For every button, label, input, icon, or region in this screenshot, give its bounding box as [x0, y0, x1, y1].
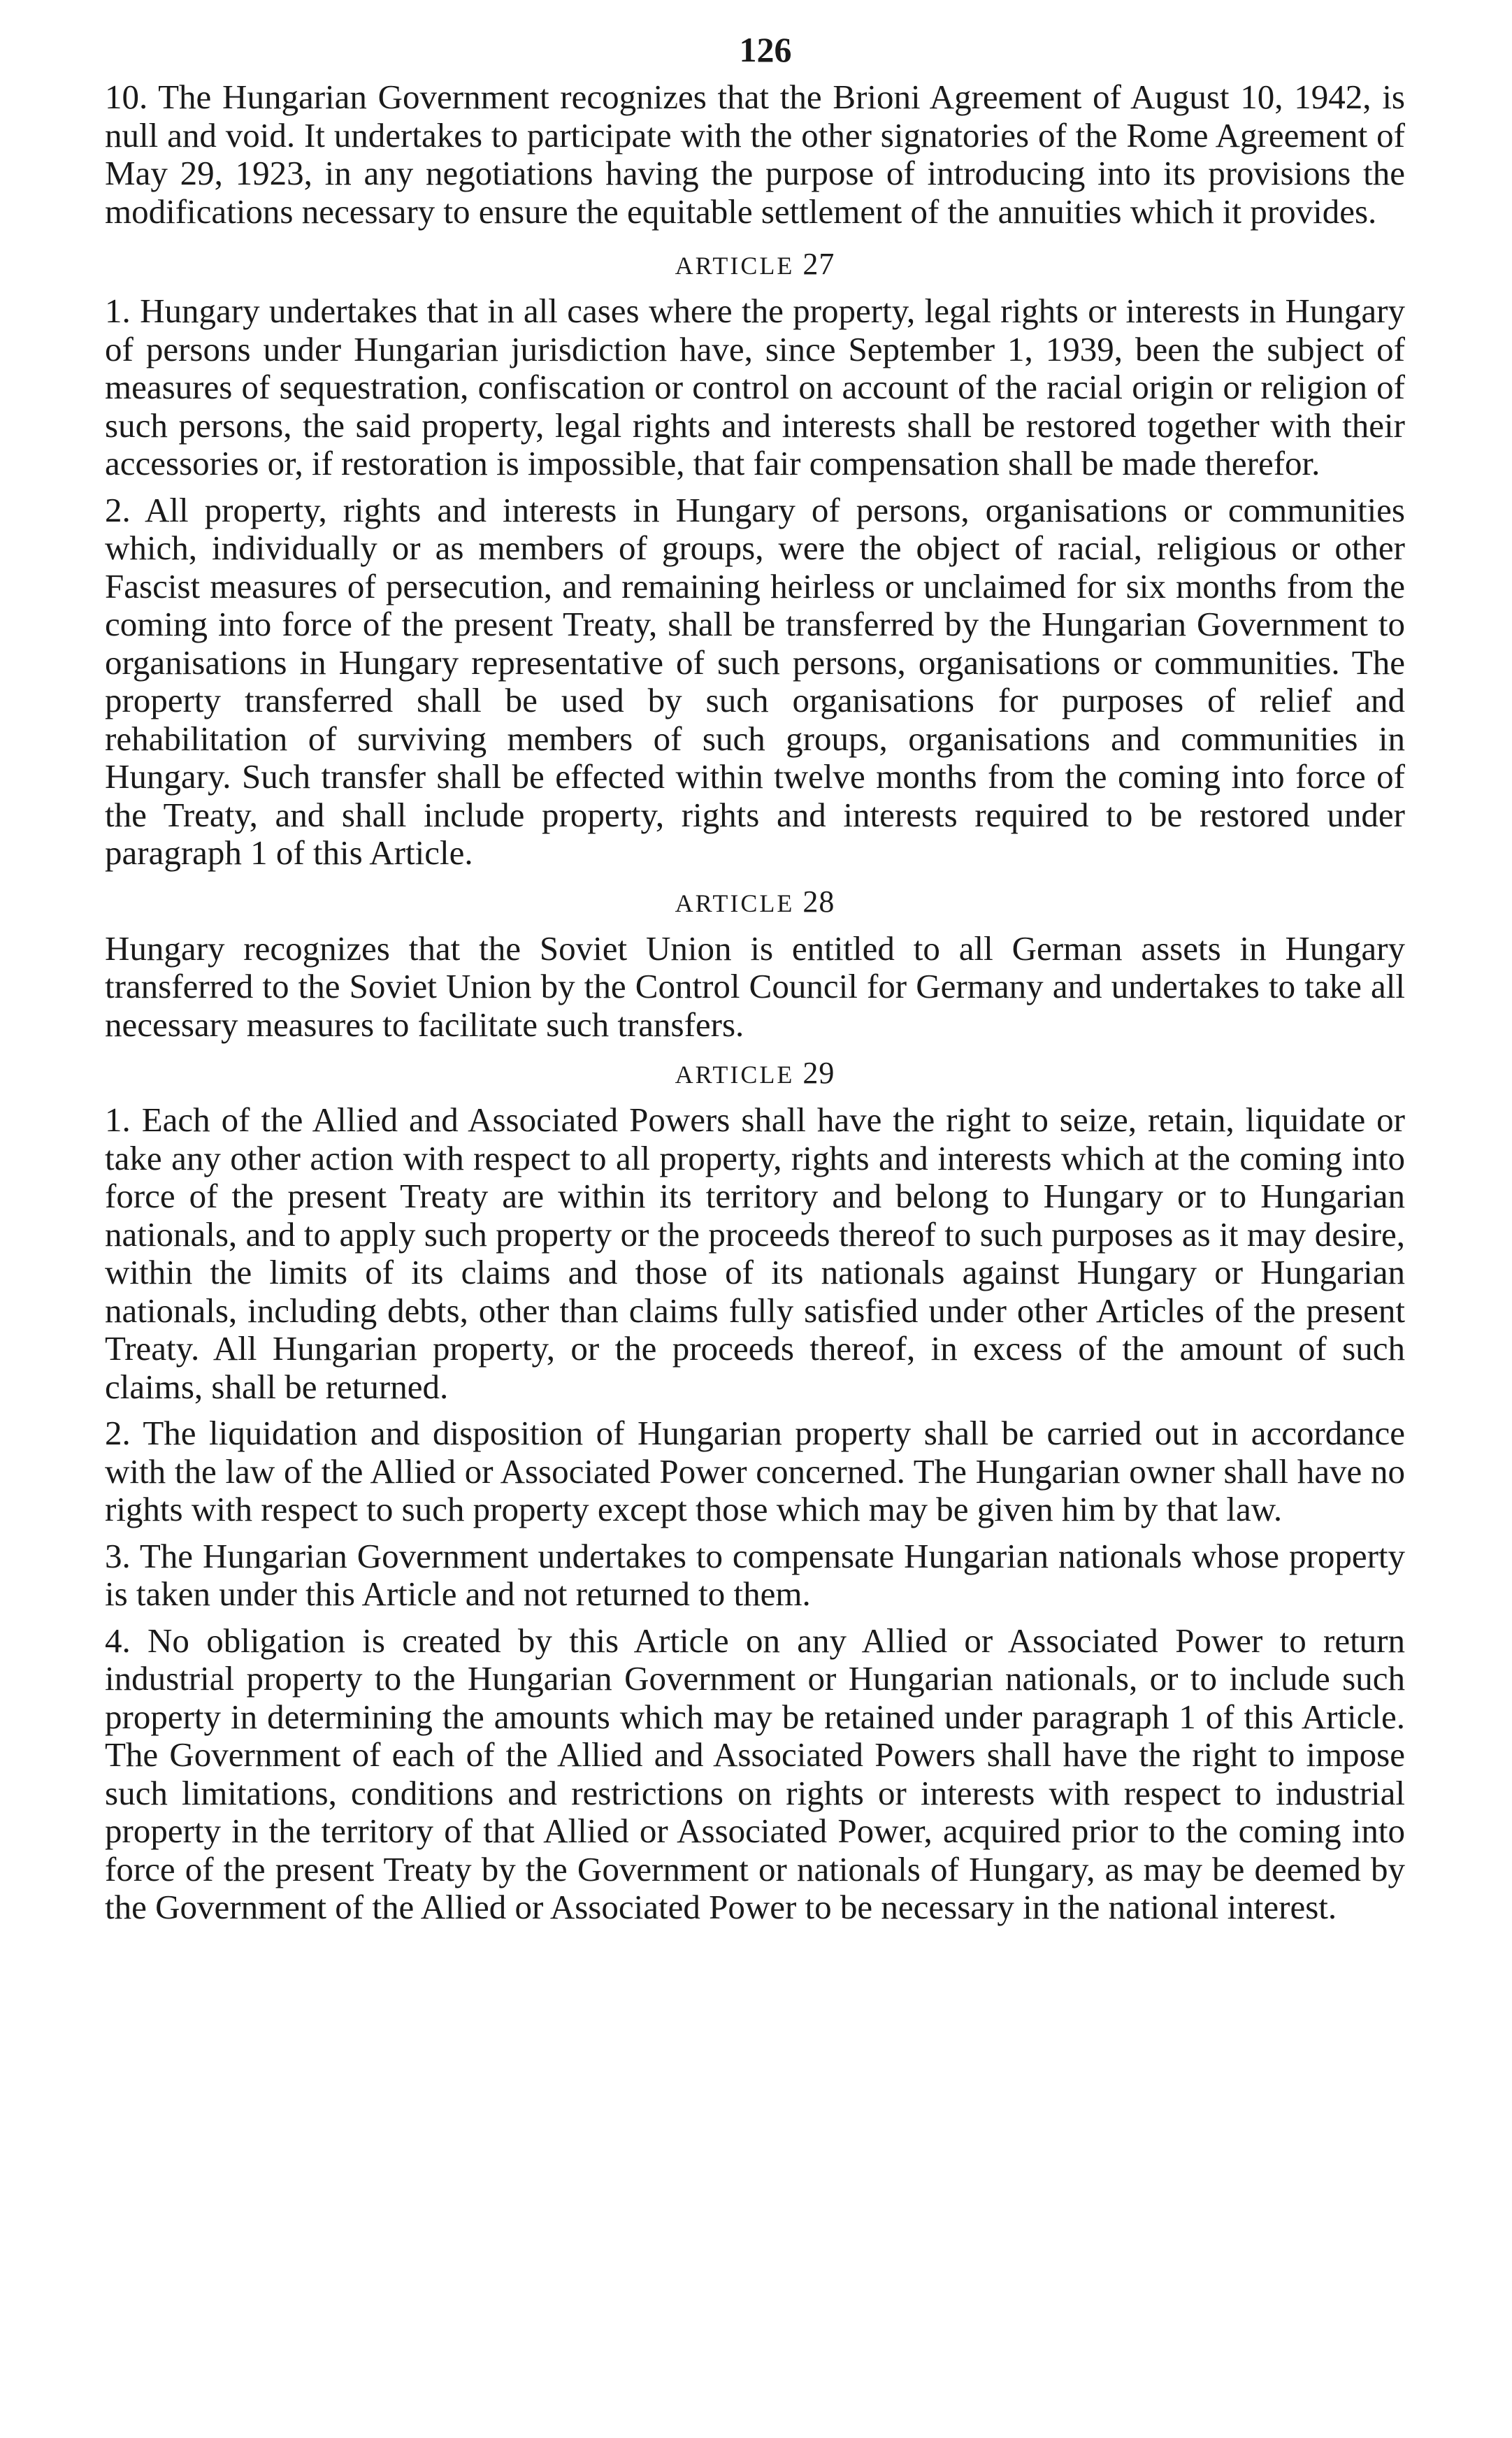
article-label: ARTICLE [675, 252, 795, 280]
article-27-heading [105, 243, 1405, 285]
article-29-paragraph-4: 4. No obligation is created by this Article on any Allied or Associated Power to return industrial property to the Hungarian Government or Hungarian nationals, or to include such property in determining the amounts which may be retained under paragraph 1 of this Article. The Government of each of the Allied and Associated Powers shall have the right to impose such limitations, conditions and restrictions on rights or interests with respect to industrial property in the territory of that Allied or Associated Power, acquired prior to the coming into force of the present Treaty by the Government or nationals of Hungary, as may be deemed by the Government of the Allied or Associated Power to be necessary in the national interest. [105, 1621, 1405, 1926]
article-28-heading [105, 881, 1405, 923]
paragraph-10: 10. The Hungarian Government recognizes that the Brioni Agreement of August 10, 1942, is null and void. It undertakes to participate with the other signatories of the Rome Agreement of May 29, 1923, in any negotiations having the purpose of introducing into its provisions the modifications necessary to ensure the equitable settlement of the annuities which it provides. [105, 78, 1405, 231]
article-label: ARTICLE [675, 1061, 795, 1089]
article-29-heading [105, 1052, 1405, 1094]
article-27-paragraph-2: 2. All property, rights and interests in Hungary of persons, organisations or communities which, individually or as members of groups, were the object of racial, religious or other Fascist measures of persecution, and remaining heirless or unclaimed for six months from the coming into force of the present Treaty, shall be transferred by the Hungarian Government to organisations in Hungary representative of such persons, organisations or communities. The property transferred shall be used by such organisations for purposes of relief and rehabilitation of surviving members of such groups, organisations and communities in Hungary. Such transfer shall be effected within twelve months from the coming into force of the Treaty, and shall include property, rights and interests required to be restored under paragraph 1 of this Article. [105, 490, 1405, 872]
article-number: 28 [802, 884, 835, 919]
article-29-paragraph-2: 2. The liquidation and disposition of Hungarian property shall be carried out in accordance with the law of the Allied or Associated Power concerned. The Hungarian owner shall have no rights with respect to such property except those which may be given him by that law. [105, 1414, 1405, 1528]
article-29-paragraph-1: 1. Each of the Allied and Associated Powers shall have the right to seize, retain, liquidate or take any other action with respect to all property, rights and interests which at the coming into force of the present Treaty are within its territory and belong to Hungary or to Hungarian nationals, and to apply such property or the proceeds thereof to such purposes as it may desire, within the limits of its claims and those of its nationals against Hungary or Hungarian nationals, including debts, other than claims fully satisfied under other Articles of the present Treaty. All Hungarian property, or the proceeds thereof, in excess of the amount of such claims, shall be returned. [105, 1100, 1405, 1406]
article-27-paragraph-1: 1. Hungary undertakes that in all cases where the property, legal rights or interests in Hungary of persons under Hungarian jurisdiction have, since September 1, 1939, been the subject of measures of sequestration, confiscation or control on account of the racial origin or religion of such persons, the said property, legal rights and interests shall be restored together with their accessories or, if restoration is impossible, that fair compensation shall be made therefor. [105, 292, 1405, 482]
article-number: 29 [802, 1056, 835, 1090]
document-page [105, 28, 1405, 1935]
page-number: 126 [739, 30, 792, 69]
article-29-paragraph-3: 3. The Hungarian Government undertakes to compensate Hungarian nationals whose property is taken under this Article and not returned to them. [105, 1536, 1405, 1613]
article-28-paragraph: Hungary recognizes that the Soviet Union is entitled to all German assets in Hungary transferred to the Soviet Union by the Control Council for Germany and undertakes to take all necessary measures to facilitate such transfers. [105, 928, 1405, 1044]
article-label: ARTICLE [675, 889, 795, 917]
article-number: 27 [802, 247, 835, 281]
